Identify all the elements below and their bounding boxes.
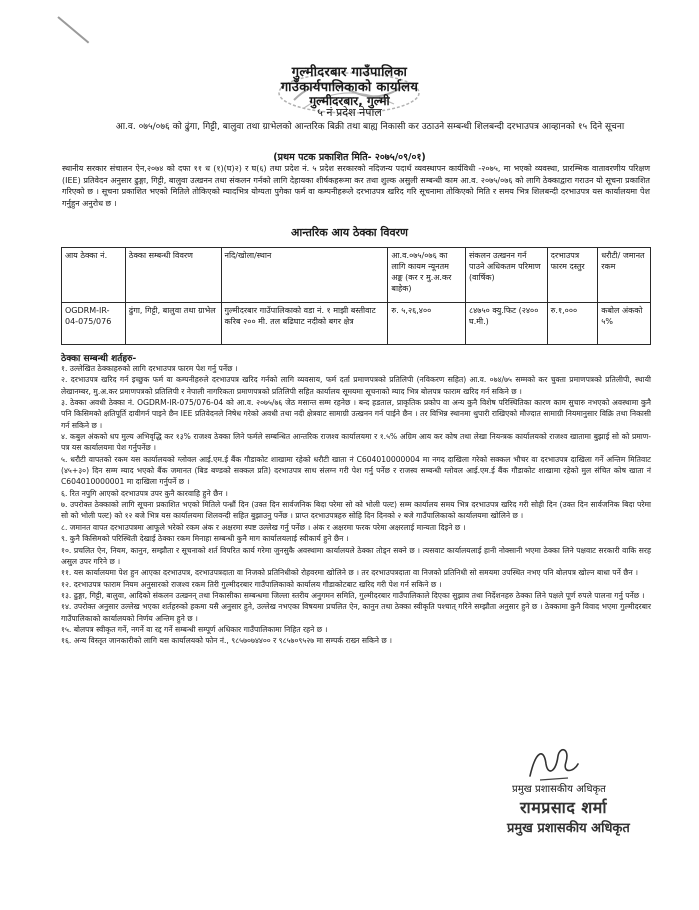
term-item: १२. दरभाउपत्र फाराम नियम अनुसारको राजश्व रकम तिरी गुल्मीदरबार गाउँपालिकाको कार्यालय गौडाकोटबाट खरिद गरी पेश गर्न सकिने छ । <box>61 579 442 589</box>
contract-table <box>61 247 651 345</box>
term-item: ११. यस कार्यालयमा पेश हुन आएका दरभाउपत्र, दरभाउपत्रदाता वा निजको प्रतिनिधीको रोहवरमा खोलिने छ । तर दरभाउपत्रदाता वा निजको प्रतिनिधी सो समयमा उपस्थित नभए पनि बोलपत्र खोल्न बाधा पर्ने छैन । <box>61 568 639 578</box>
term-item: २. दरभाउपत्र खरिद गर्न इच्छुक फर्म वा कम्पनीहरुले दरभाउपत्र खरिद गर्नको लागि व्यवसाय, फर्म दर्ता प्रमाणपत्रको प्रतिलिपी (नविकरण सहित) आ.व. ०७४/७५ सम्मको कर चुक्ता प्रमाणपत्रको प्रतिलीपी, स्थायी लेखानम्बर, मु.अ.कर प्रमाणपत्रको प्रतिलिपी र नेपाली नागरिकता प्रमाणपत्रको प्रतिलिपी सहित कार्यालय सूमयमा सूचनाको म्याद भित्र बोलपत्र फाराम खरिद गर्न सकिने छ । <box>61 375 651 396</box>
minimum-amount-cell: रु. ५,२६,४०० <box>388 303 466 345</box>
column-header: दरभाउपत्र फारम दस्तुर <box>547 248 598 303</box>
province-line: ५ नं प्रदेश नेपाल <box>317 106 382 119</box>
column-header: ठेक्का सम्बन्धी विवरण <box>125 248 221 303</box>
notice-subject: आ.व. ०७५/०७६ को ढुंगा, गिट्टी, बालुवा तथा ग्राभेलको आन्तरिक बिक्री तथा बाह्य निकासी कर उठाउने सम्बन्धी शिलबन्दी दरभाउपत्र आव्हानको १५ दिने सूचना <box>115 122 625 132</box>
contract-description-cell: ढुंगा, गिट्टी, बालुवा तथा ग्राभेल <box>125 303 221 345</box>
table-row <box>62 303 651 345</box>
term-item: १४. उपरोक्त अनुसार उल्लेख भएका शर्तहरुको हकमा यसै अनुसार हुने, उल्लेख नभएका विषयमा प्रचलित ऐन, कानुन तथा ठेक्का स्वीकृति पश्चात् गरिने सम्झौता अनुसार हुने छ । ठेक्कामा कुनै विवाद भएमा गुल्मीदरबार गाउँपालिकाको कार्यालयको निर्णय अन्तिम हुने छ । <box>61 602 651 623</box>
term-item: १६. अन्य विस्तृत जानकारीको लागि यस कार्यालयको फोन नं., ९८५७०७४४०० र ९८५७०९५२७ मा सम्पर्क राख्न सकिने छ । <box>61 636 393 646</box>
signatory-title: प्रमुख प्रशासकीय अधिकृत <box>512 784 606 795</box>
deposit-cell: कबोल अंकको ५% <box>598 303 651 345</box>
term-item: ५. धरौटी वापतको रकम यस कार्यालयको ग्लोवल आई.एम.ई बैंक गौडाकोट शाखामा रहेको धरौटी खाता नं C604010000004 मा नगद दाखिला गरेको सक्कल भौचर वा दरभाउपत्र दाखिला गर्ने अन्तिम मितिवाट (४५+३०) दिन सम्म म्याद भएको बैंक जमानत (बिड बण्डको सक्कल प्रति) दरभाउपत्र साथ संलग्न गरी पेश गर्नु पर्नेछ र राजस्व सम्बन्धी ग्लोवल आई.एम.ई बैंक गौडाकोट शाखामा रहेको मुल संचित कोष खाता नं C604010000001 मा दाखिला गर्नुपर्ने छ । <box>61 454 651 487</box>
intro-paragraph: स्थानीय सरकार संचालन ऐन,२०७४ को दफा ११ ध (१)(घ)२) र घ(६) तथा प्रदेश नं. ५ प्रदेश सरकारको नदिजन्य पदार्थ व्यवस्थापन कार्यविधी -२०७५, मा भएको व्यवस्था, प्रारम्भिक वातावरणीय परिक्षण (IEE) प्रतिवेदन अनुसार ढुङ्गा, गिट्टी, बालुवा उत्खनन तथा संकलन गर्नको लागि देहायका शीर्षकहरूमा कर तथा शुल्क असुली सम्बन्धी काम आ.व. २०७५/०७६ को लागि ठेक्काद्वारा गराउन यो सूचना प्रकाशित गरिएको छ । सूचना प्रकाशित भएको मितिले तोकिएको म्यादभित्र योग्यता पुगेका फर्म वा कम्पनीहरूले दरभाउपत्र खरिद गरि सूचनामा तोकिएको मिति र समय भित्र शिलबन्दी दरभाउपत्र यस कार्यालयमा पेश गर्नुहुन अनुरोध छ । <box>62 164 650 208</box>
term-item: ६. रित नपुगि आएको दरभाउपत्र उपर कुनै कारवाहि हुने छैन । <box>61 488 228 498</box>
term-item: १. उल्लेखित ठेक्काहरुको लागि दरभाउपत्र फारम पेश गर्नु पर्नेछ । <box>61 364 238 373</box>
form-fee-cell: रु.१,००० <box>547 303 598 345</box>
office-address: गुल्मीदरबार, गुल्मी <box>309 94 390 108</box>
signatory-designation: प्रमुख प्रशासकीय अधिकृत <box>507 821 630 836</box>
terms-list <box>61 363 651 647</box>
column-header: संकलन उत्खनन गर्न पाउने अधिकतम परिमाण (वार्षिक) <box>465 248 547 303</box>
scan-mark <box>57 16 89 43</box>
term-item: ३. ठेक्का अवधी ठेक्का नं. OGDRM-IR-075/076-04 को आ.व. २०७५/७६ जेठ मसान्त सम्म रहनेछ । बन्द हडताल, प्राकृतिक प्रकोप वा अन्य कुनै विशेष परिस्थितिका कारण काम सुचारु नभएको अवस्थामा कुनै पनि किसिमको क्षतिपूर्ति दावीगर्न पाइने छैन IEE प्रतिवेदनले निषेध गरेको अवधी तथा नदी क्षेत्रवाट सामाग्री उत्खनन गर्न पाईने छैन । तर विभिन्न स्थानमा थुपारी राखिएको मौज्दात सामाग्री नियमानुसार विक्रि तथा निकासी गर्न सकिने छ । <box>61 398 651 430</box>
max-quantity-cell: ८४७५० क्यु.फिट (२४०० घ.मी.) <box>465 303 547 345</box>
published-date: (प्रथम पटक प्रकाशित मिति- २०७५/०९/०१) <box>273 152 426 163</box>
term-item: १३. ढुङ्गा, गिट्टी, बालुवा, आदिको संकलन उत्खनन् तथा निकासीका सम्बन्धमा जिल्ला स्तरीय अनुगमन समिति, गुल्मीदरबार गाउँपालिकाले दिएका सुझाव तथा निर्देशनहरु ठेक्का लिने पक्षले पूर्ण रुपले पालना गर्नु पर्नेछ । <box>61 590 645 600</box>
terms-title: ठेक्का सम्बन्धी शर्तहरु- <box>61 354 137 364</box>
term-item: ७. उपरोक्त ठेक्काको लागि सूचना प्रकाशित भएको मितिले पन्ध्रौं दिन (उक्त दिन सार्वजनिक बिदा परेमा सो को भोली पल्ट) सम्म कार्यालय समय भित्र दरभाउपत्र खरिद गरी सोही दिन (उक्त दिन सार्वजनिक बिदा परेमा सो को भोली पल्ट) को १२ बजे भित्र यस कार्यालयमा शिलवन्दी सहित बुझाउनु पर्नेछ । प्राप्त दरभाउपत्रहरु सोहि दिन दिनको २ बजे गाउँपालिकाको कार्यालयमा खोलिने छ । <box>61 500 651 521</box>
term-item: ९. कुनै किसिमको परिस्थिती देखाई ठेक्का रकम मिनाहा सम्बन्धी कुनै माग कार्यालयलाई स्वीकार्य हुने छैन । <box>61 534 349 544</box>
contract-number-cell: OGDRM-IR-04-075/076 <box>62 303 126 345</box>
term-item: १०. प्रचलित ऐन, नियम, कानुन, सम्झौता र सूचनाको शर्त विपरित कार्य गरेमा जुनसुकै अवस्थामा कार्यालयले ठेक्का तोड्न सक्ने छ । त्यसवाट कार्यालयलाई हानी नोक्सानी भएमा ठेक्का लिने पक्षवाट सरकारी वाकि सरह असुल उपर गरिने छ । <box>61 545 651 566</box>
signatory-name: रामप्रसाद शर्मा <box>520 798 607 817</box>
column-header: आय ठेक्का नं. <box>62 248 126 303</box>
term-item: ४. कबुल अंकको धप मुल्य अभिवृद्धि कर १३% राजश्व ठेक्का लिने फर्मले सम्बन्धित आन्तरिक राजश्व कार्यालयमा र १.५% अग्रिम आय कर कोष तथा लेखा नियन्त्रक कार्यालयको राजश्व खातामा बुझाई सो को प्रमाण-पत्र यस कार्यालयमा पेश गर्नुपर्नेछ । <box>61 432 651 453</box>
table-header-row <box>62 248 651 303</box>
location-cell: गुल्मीदरबार गाउँपालिकाको वडा नं. १ माझी बस्तीवाट करिब २०० मी. तल बढिघाट नदीको बगर क्षेत्र <box>221 303 388 345</box>
table-title: आन्तरिक आय ठेक्का विवरण <box>290 226 409 239</box>
term-item: ८. जमानत वापत दरभाउपत्रमा आफूले भरेको रकम अंक र अक्षरमा स्पष्ट उल्लेख गर्नु पर्नेछ । अंक र अक्षरमा फरक परेमा अक्षरलाई मान्यता दिइने छ । <box>61 522 466 532</box>
column-header: धरौटी/ जमानत रकम <box>598 248 651 303</box>
column-header: नदि/खोला/स्थान <box>221 248 388 303</box>
term-item: १५. बोलपत्र स्वीकृत गर्ने, नगर्ने वा रद्द गर्ने सम्बन्धी सम्पूर्ण अधिकार गाउँपालिकामा निहित रहने छ । <box>61 624 328 634</box>
office-name-line2: गाउँकार्यपालिकाको कार्यालय <box>280 80 419 95</box>
handwritten-signature-icon <box>522 742 582 784</box>
office-name-line1: गुल्मीदरबार गाउँपालिका <box>291 65 408 80</box>
column-header: आ.व.०७५/०७६ का लागि कायम न्यूनतम अङ्क (कर र मु.अ.कर बाहेक) <box>388 248 466 303</box>
